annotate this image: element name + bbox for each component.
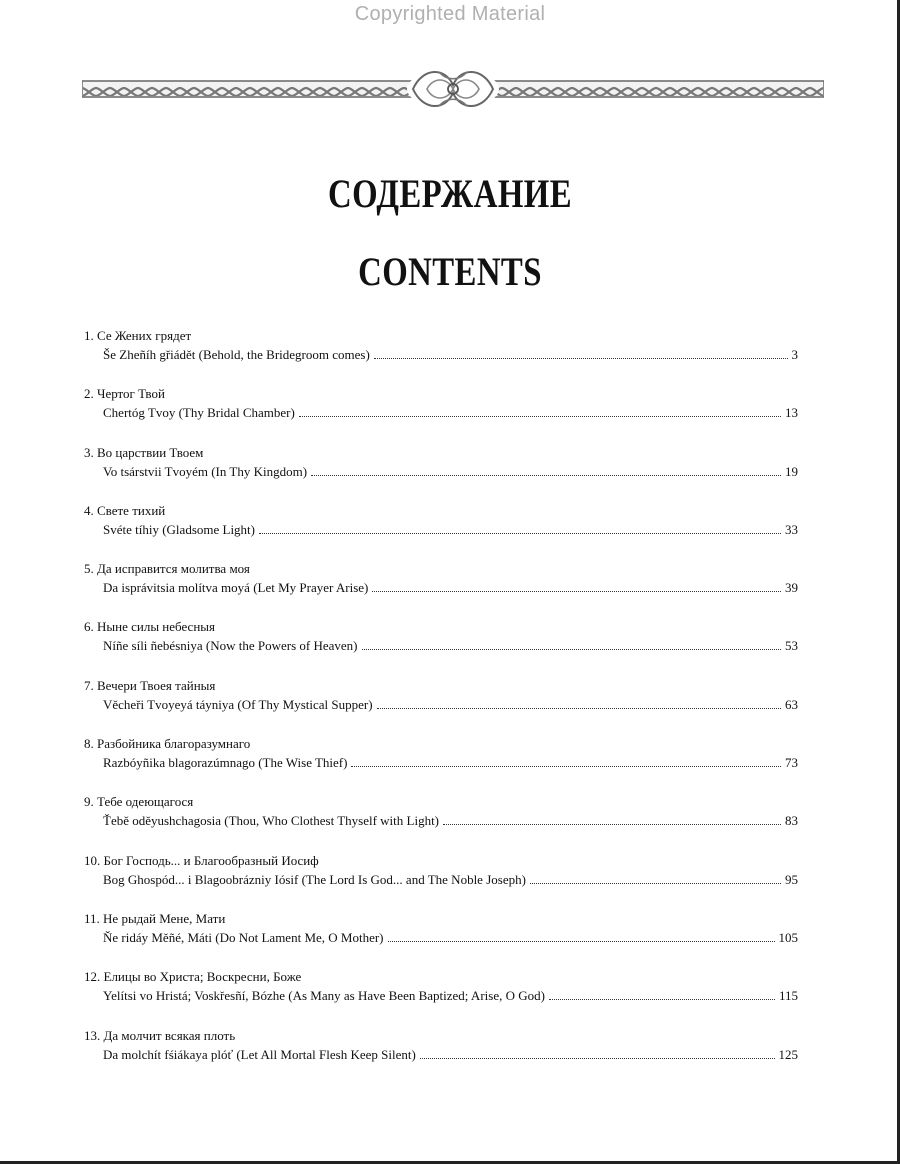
toc-entry-russian-title bbox=[84, 1028, 235, 1044]
toc-entry[interactable] bbox=[82, 386, 798, 444]
toc-entry-line bbox=[103, 1047, 798, 1063]
toc-entry-russian-title bbox=[84, 736, 250, 752]
toc-entry-line bbox=[103, 872, 798, 888]
toc-entry-number: 7. bbox=[84, 677, 94, 693]
toc-entry-russian-text: Бог Господь... и Благообразный Иосиф bbox=[103, 852, 319, 868]
toc-entry[interactable] bbox=[82, 911, 798, 969]
toc-entry-transliteration: Níñe síli ñebésniya (Now the Powers of Heaven) bbox=[103, 638, 358, 654]
toc-entry-russian-title bbox=[84, 619, 215, 635]
toc-entry-line bbox=[103, 580, 798, 596]
celtic-knot-ornament-icon bbox=[82, 68, 824, 110]
toc-entry-page-number: 105 bbox=[778, 929, 798, 945]
toc-entry-transliteration: Yelítsi vo Hristá; Voskřesñí, Bózhe (As Many as Have Been Baptized; Arise, O God) bbox=[103, 988, 545, 1004]
toc-entry-page-number: 19 bbox=[785, 463, 798, 479]
toc-dot-leader bbox=[372, 591, 781, 592]
toc-entry-number: 13. bbox=[84, 1027, 101, 1043]
toc-entry-number: 4. bbox=[84, 502, 94, 518]
toc-entry-line bbox=[103, 347, 798, 363]
toc-entry-line bbox=[103, 988, 798, 1004]
toc-entry-number: 6. bbox=[84, 619, 94, 635]
toc-entry-page-number: 73 bbox=[785, 755, 798, 771]
toc-entry-line bbox=[103, 464, 798, 480]
toc-entry-line bbox=[103, 522, 798, 538]
toc-entry-russian-text: Да исправится молитва моя bbox=[97, 561, 250, 577]
toc-entry-line bbox=[103, 813, 798, 829]
toc-entry-transliteration: Da isprávitsia molítva moyá (Let My Prayer Arise) bbox=[103, 580, 369, 596]
toc-entry[interactable] bbox=[82, 736, 798, 794]
toc-entry-line bbox=[103, 930, 798, 946]
toc-entry-number: 10. bbox=[84, 852, 101, 868]
toc-dot-leader bbox=[299, 416, 781, 417]
toc-entry[interactable] bbox=[82, 503, 798, 561]
toc-entry-russian-text: Се Жених грядет bbox=[97, 328, 192, 343]
toc-entry-number: 11. bbox=[84, 910, 100, 926]
toc-entry[interactable] bbox=[82, 853, 798, 911]
toc-entry-transliteration: Chertóg Tvoy (Thy Bridal Chamber) bbox=[103, 405, 295, 421]
toc-entry-number: 5. bbox=[84, 561, 94, 577]
toc-entry-line bbox=[103, 638, 798, 654]
toc-entry-russian-text: Чертог Твой bbox=[97, 386, 165, 402]
toc-entry-transliteration: Ňe ridáy Měñé, Máti (Do Not Lament Me, O Mother) bbox=[103, 929, 384, 945]
toc-entry-transliteration: Bog Ghospód... i Blagoobrázniy Iósif (The Lord Is God... and The Noble Joseph) bbox=[103, 871, 526, 887]
toc-entry-page-number: 33 bbox=[785, 521, 798, 537]
page-title-russian: СОДЕРЖАНИЕ bbox=[327, 171, 573, 216]
toc-entry[interactable] bbox=[82, 678, 798, 736]
toc-entry-russian-text: Свете тихий bbox=[97, 502, 166, 518]
toc-entry-line bbox=[103, 755, 798, 771]
toc-entry-russian-title bbox=[84, 969, 301, 985]
toc-entry[interactable] bbox=[82, 561, 798, 619]
toc-entry-number: 8. bbox=[84, 736, 94, 752]
toc-dot-leader bbox=[311, 475, 781, 476]
toc-entry[interactable] bbox=[82, 445, 798, 503]
page-title-english: CONTENTS bbox=[358, 249, 542, 294]
toc-dot-leader bbox=[530, 883, 781, 884]
toc-entry-russian-text: Не рыдай Мене, Мати bbox=[103, 910, 226, 926]
toc-entry-page-number: 125 bbox=[778, 1046, 798, 1062]
toc-dot-leader bbox=[420, 1058, 775, 1059]
toc-dot-leader bbox=[362, 649, 781, 650]
toc-entry[interactable] bbox=[82, 619, 798, 677]
toc-entry-page-number: 95 bbox=[785, 871, 798, 887]
toc-entry-transliteration: Razbóyñika blagorazúmnago (The Wise Thief) bbox=[103, 755, 348, 771]
toc-entry-russian-title bbox=[84, 328, 191, 344]
toc-entry-russian-title bbox=[84, 445, 203, 461]
toc-entry-russian-title bbox=[84, 794, 193, 810]
toc-entry-russian-title bbox=[84, 561, 250, 577]
toc-entry-russian-text: Вечери Твоея тайныя bbox=[97, 677, 216, 693]
toc-entry-russian-title bbox=[84, 853, 319, 869]
toc-entry-transliteration: Vo tsárstvii Tvoyém (In Thy Kingdom) bbox=[103, 463, 308, 479]
toc-entry-number: 12. bbox=[84, 969, 101, 985]
toc-entry-page-number: 53 bbox=[785, 638, 798, 654]
toc-dot-leader bbox=[259, 533, 781, 534]
toc-dot-leader bbox=[388, 941, 775, 942]
toc-entry-page-number: 3 bbox=[791, 347, 798, 362]
toc-entry-russian-text: Тебе одеющагося bbox=[97, 794, 194, 810]
toc-entry-line bbox=[103, 405, 798, 421]
toc-dot-leader bbox=[351, 766, 781, 767]
toc-entry-russian-title bbox=[84, 911, 225, 927]
toc-entry-page-number: 115 bbox=[778, 988, 798, 1004]
toc-entry-russian-text: Во царствии Твоем bbox=[97, 444, 204, 460]
toc-dot-leader bbox=[374, 358, 788, 359]
toc-entry-number: 1. bbox=[84, 328, 94, 343]
toc-entry-russian-text: Елицы во Христа; Воскресни, Боже bbox=[103, 969, 302, 985]
toc-entry-russian-title bbox=[84, 503, 165, 519]
toc-entry[interactable] bbox=[82, 328, 798, 386]
toc-dot-leader bbox=[549, 999, 775, 1000]
toc-entry-page-number: 63 bbox=[785, 696, 798, 712]
toc-entry-russian-text: Разбойника благоразумнаго bbox=[97, 736, 251, 752]
toc-dot-leader bbox=[377, 708, 781, 709]
toc-entry[interactable] bbox=[82, 794, 798, 852]
toc-entry-line bbox=[103, 697, 798, 713]
toc-entry-russian-title bbox=[84, 678, 215, 694]
toc-dot-leader bbox=[443, 824, 781, 825]
table-of-contents bbox=[82, 328, 798, 1086]
toc-entry-page-number: 39 bbox=[785, 580, 798, 596]
copyright-watermark: Copyrighted Material bbox=[354, 3, 546, 25]
toc-entry-number: 9. bbox=[84, 794, 94, 810]
toc-entry-russian-text: Ныне силы небесныя bbox=[97, 619, 216, 635]
toc-entry-transliteration: Věcheři Tvoyeyá táyniya (Of Thy Mystical Supper) bbox=[103, 696, 373, 712]
toc-entry-page-number: 13 bbox=[785, 405, 798, 421]
toc-entry-page-number: 83 bbox=[785, 813, 798, 829]
toc-entry-transliteration: Svéte tíhiy (Gladsome Light) bbox=[103, 521, 256, 537]
toc-entry-transliteration: Ťebě oděyushchagosia (Thou, Who Clothest Thyself with Light) bbox=[103, 813, 440, 829]
toc-entry-number: 2. bbox=[84, 386, 94, 402]
toc-entry-transliteration: Da molchít fśiákaya plóť (Let All Mortal Flesh Keep Silent) bbox=[103, 1046, 416, 1062]
toc-entry[interactable] bbox=[82, 969, 798, 1027]
toc-entry-number: 3. bbox=[84, 444, 94, 460]
toc-entry[interactable] bbox=[82, 1028, 798, 1086]
toc-entry-transliteration: Še Zheñíh gřiádět (Behold, the Bridegroom comes) bbox=[103, 347, 370, 362]
toc-entry-russian-text: Да молчит всякая плоть bbox=[103, 1027, 236, 1043]
toc-entry-russian-title bbox=[84, 386, 165, 402]
